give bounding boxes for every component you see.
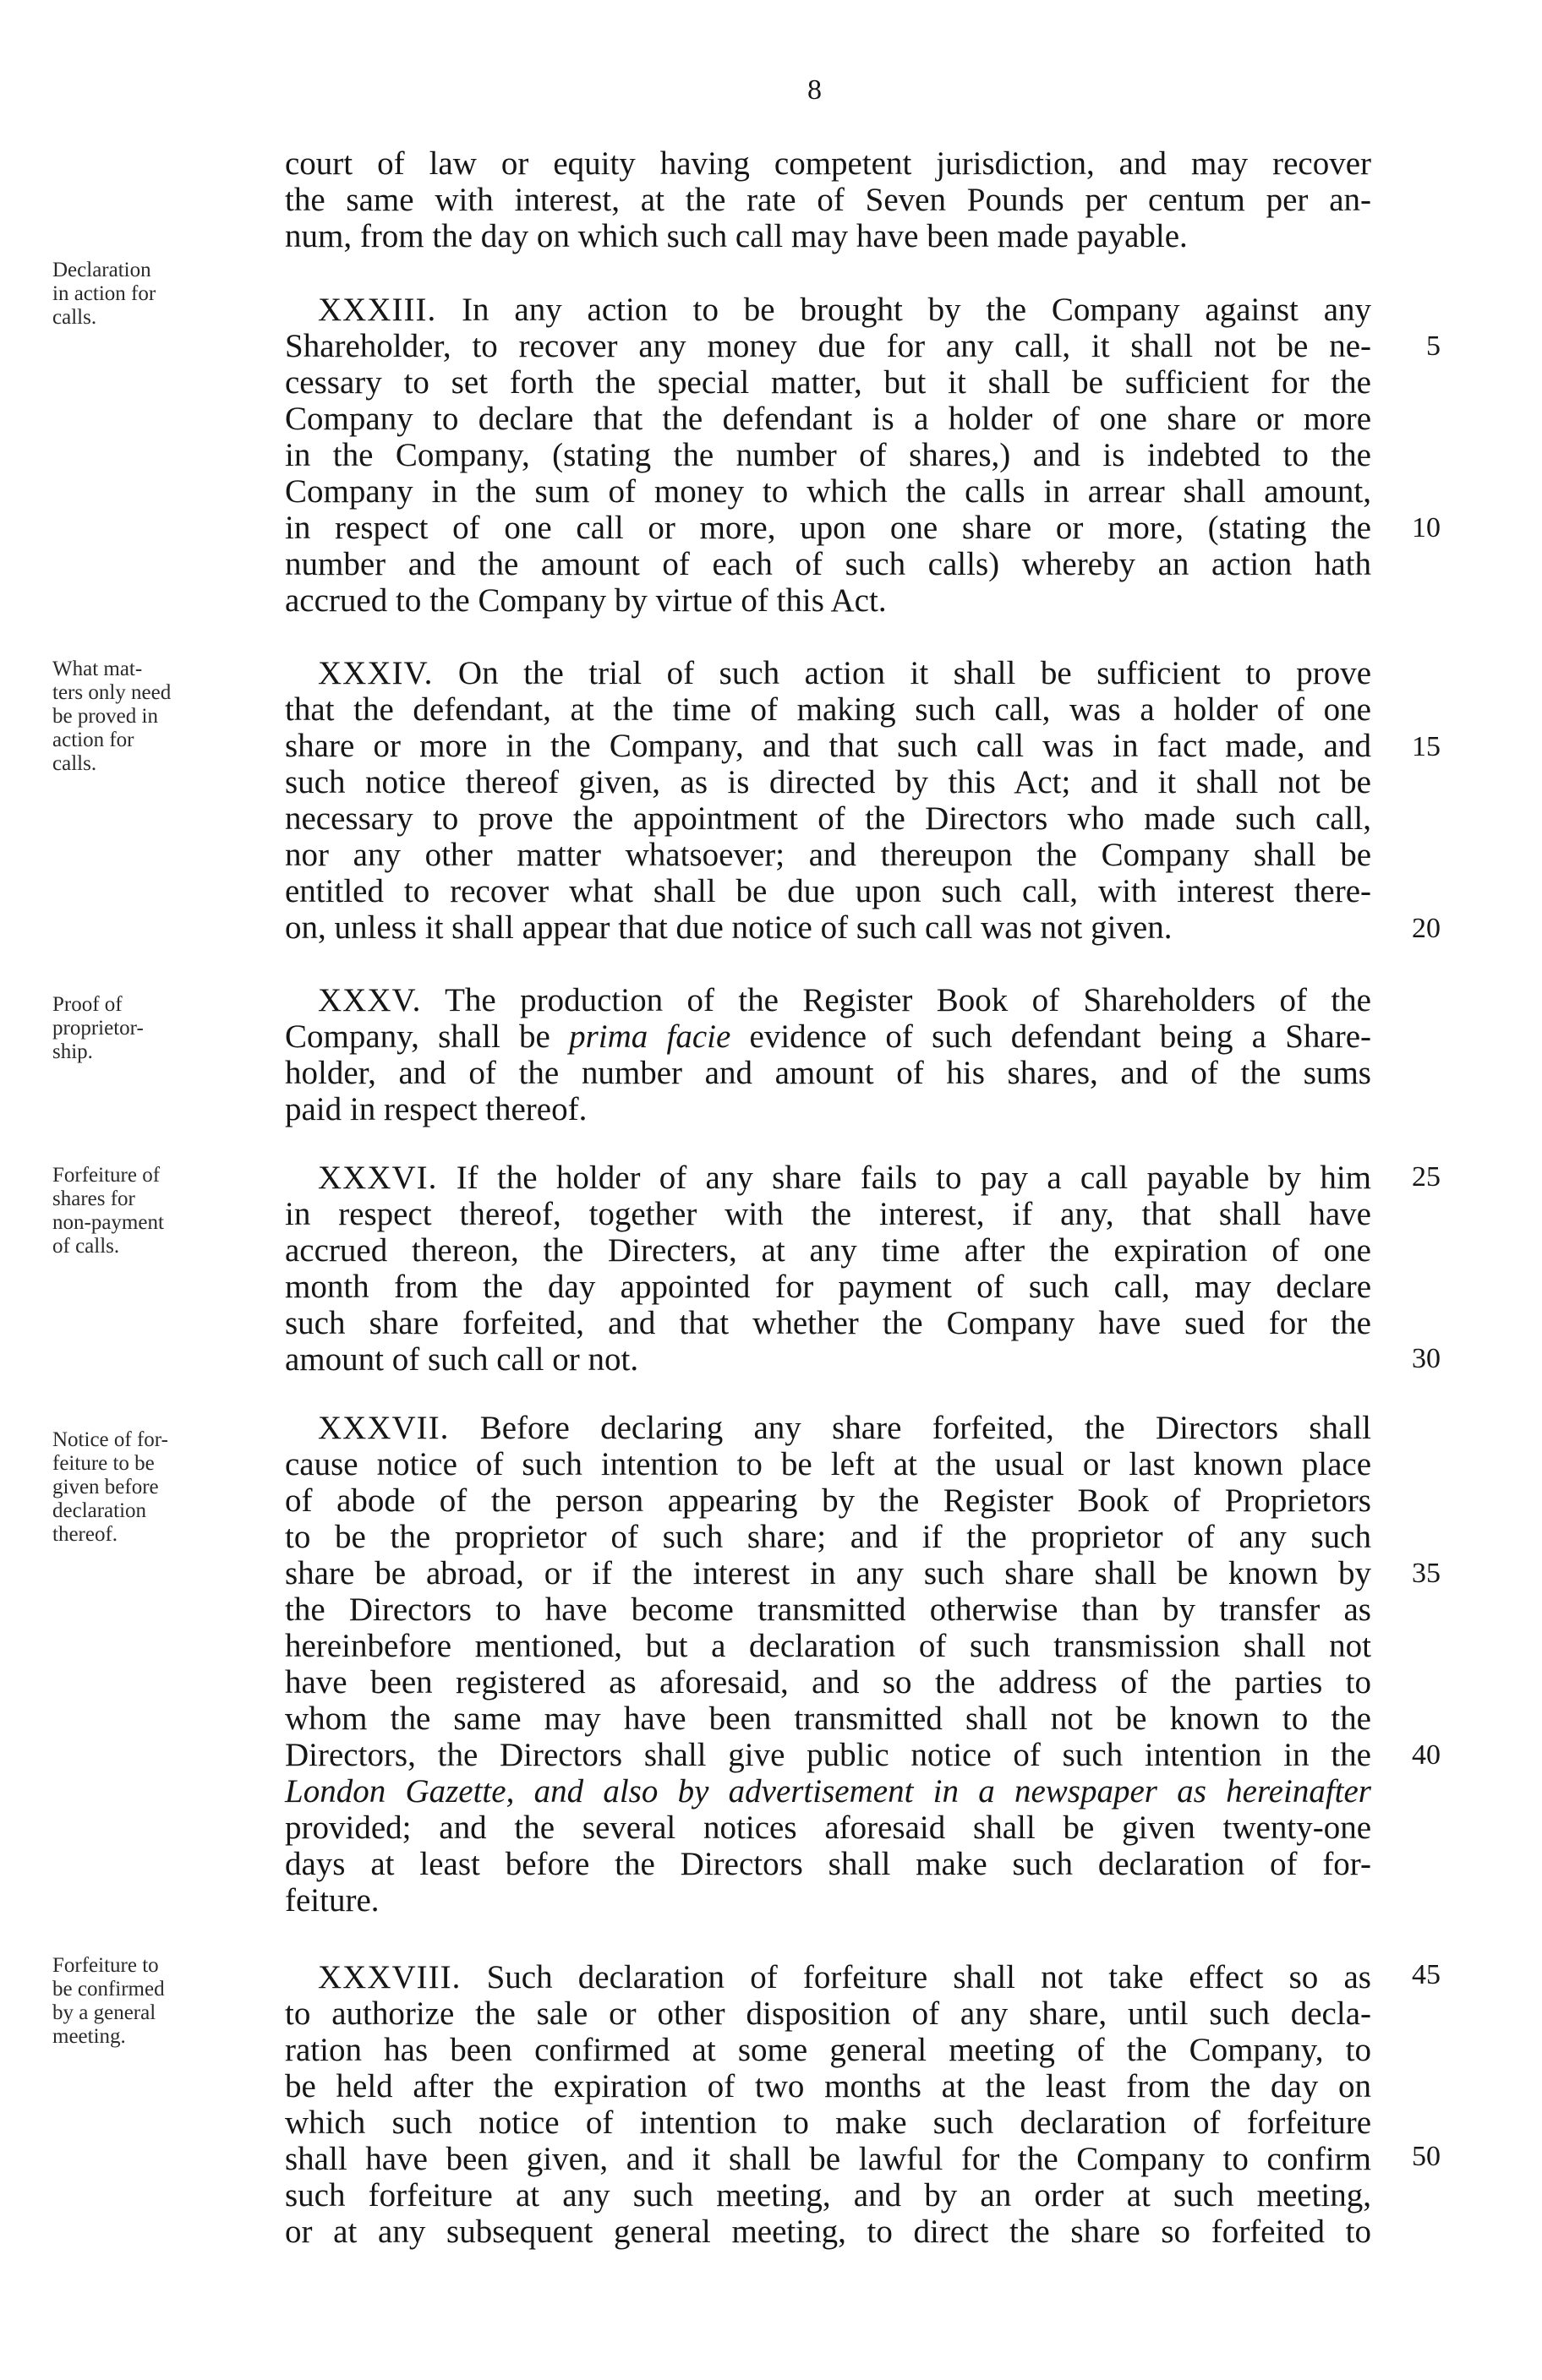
note-line: calls. [52, 306, 97, 329]
note-line: Proof of [52, 993, 123, 1016]
line-number: 40 [1412, 1739, 1441, 1771]
note-line: Forfeiture to [52, 1954, 159, 1977]
note-line: Notice of for- [52, 1428, 168, 1451]
text-line: or at any subsequent general meeting, to direct the share so forfeited to [285, 2214, 1371, 2250]
section-number: XXXVII. [318, 1410, 450, 1446]
note-line: meeting. [52, 2025, 126, 2048]
text-line: whom the same may have been transmitted shall not be known to the [285, 1700, 1371, 1737]
text-line: hereinbefore mentioned, but a declaration of such transmission shall not [285, 1628, 1371, 1664]
text-line: provided; and the several notices aforesaid shall be given twenty-one [285, 1810, 1371, 1846]
text-line: accrued thereon, the Directers, at any time after the expiration of one [285, 1232, 1371, 1269]
paragraph-section-xxxv [285, 982, 1371, 1127]
note-line: feiture to be [52, 1452, 155, 1475]
text-line: to authorize the sale or other disposition of any share, until such decla- [285, 1995, 1371, 2032]
text-line: accrued to the Company by virtue of this Act. [285, 582, 887, 619]
text-line: Directors, the Directors shall give public notice of such intention in the [285, 1737, 1371, 1773]
note-line: calls. [52, 752, 97, 775]
text-line: that the defendant, at the time of making such call, was a holder of one [285, 691, 1371, 728]
text-line: paid in respect thereof. [285, 1091, 588, 1127]
text-line: number and the amount of each of such calls) whereby an action hath [285, 546, 1371, 582]
text-line: the Directors to have become transmitted otherwise than by transfer as [285, 1591, 1371, 1628]
note-line: thereof. [52, 1523, 118, 1546]
paragraph-section-xxxviii [285, 1959, 1371, 2250]
line-number: 5 [1426, 330, 1441, 362]
line-number: 30 [1412, 1343, 1441, 1374]
paragraph-section-xxxiv [285, 655, 1371, 946]
text-line: Company in the sum of money to which the calls in arrear shall amount, [285, 473, 1371, 510]
text-line: have been registered as aforesaid, and so the address of the parties to [285, 1664, 1371, 1700]
section-number: XXXVI. [318, 1160, 438, 1196]
text-line: Shareholder, to recover any money due for any call, it shall not be ne- [285, 328, 1371, 364]
text-line: month from the day appointed for payment of such call, may declare [285, 1269, 1371, 1305]
text-line: feiture. [285, 1882, 380, 1919]
line-number: 15 [1412, 731, 1441, 762]
note-line: be confirmed [52, 1978, 165, 2001]
line-number: 45 [1412, 1959, 1441, 1990]
section-number: XXXVIII. [318, 1959, 462, 1995]
note-line: of calls. [52, 1235, 120, 1258]
note-line: What mat- [52, 658, 143, 680]
text-line: in respect of one call or more, upon one share or more, (stating the [285, 510, 1371, 546]
text-line: Company to declare that the defendant is a holder of one share or more [285, 401, 1371, 437]
text-line: amount of such call or not. [285, 1341, 639, 1378]
text-line: necessary to prove the appointment of the Directors who made such call, [285, 800, 1371, 837]
marginal-note-forfeiture [52, 1164, 272, 1258]
text-line: share or more in the Company, and that such call was in fact made, and [285, 728, 1371, 764]
text-line: nor any other matter whatsoever; and thereupon the Company shall be [285, 837, 1371, 873]
paragraph-section-xxxvi [285, 1160, 1371, 1378]
note-line: Declaration [52, 259, 151, 281]
text-line: Such declaration of forfeiture shall not take effect so as [486, 1959, 1371, 1995]
marginal-note-declaration [52, 259, 272, 330]
text-line: cessary to set forth the special matter, but it shall be sufficient for the [285, 364, 1371, 401]
note-line: ters only need [52, 681, 172, 704]
text-line: shall have been given, and it shall be lawful for the Company to confirm [285, 2141, 1371, 2177]
text-line: cause notice of such intention to be left at the usual or last known place [285, 1446, 1371, 1482]
text-line: share be abroad, or if the interest in any such share shall be known by [285, 1555, 1371, 1591]
note-line: proprietor- [52, 1017, 144, 1040]
text-line: entitled to recover what shall be due upon such call, with interest there- [285, 873, 1371, 909]
note-line: given before [52, 1476, 159, 1498]
line-number: 20 [1412, 913, 1441, 944]
text-line: ration has been confirmed at some general meeting of the Company, to [285, 2032, 1371, 2068]
text-line: In any action to be brought by the Company against any [462, 292, 1372, 328]
text-line: The production of the Register Book of Shareholders of the [445, 982, 1371, 1018]
marginal-note-what-matters [52, 658, 272, 776]
line-number: 10 [1412, 512, 1441, 543]
note-line: action for [52, 729, 134, 751]
italic-phrase: prima facie [569, 1018, 731, 1055]
section-number: XXXV. [318, 982, 422, 1018]
text-line: on, unless it shall appear that due notice of such call was not given. [285, 909, 1173, 946]
note-line: shares for [52, 1187, 135, 1210]
text-line: such notice thereof given, as is directed by this Act; and it shall not be [285, 764, 1371, 800]
text-line: of abode of the person appearing by the Register Book of Proprietors [285, 1482, 1371, 1519]
text-line: court of law or equity having competent jurisdiction, and may recover [285, 145, 1371, 182]
line-number: 25 [1412, 1161, 1441, 1193]
marginal-note-notice [52, 1428, 272, 1547]
text-line: such forfeiture at any such meeting, and by an order at such meeting, [285, 2177, 1371, 2214]
marginal-note-confirmed [52, 1954, 272, 2049]
text-line: If the holder of any share fails to pay a call payable by him [456, 1160, 1371, 1196]
section-number: XXXIV. [318, 655, 434, 691]
text-line: Before declaring any share forfeited, the Directors shall [479, 1410, 1371, 1446]
text-line: Company, shall be prima facie evidence of such defendant being a Share- [285, 1018, 1372, 1055]
text-line: in the Company, (stating the number of shares,) and is indebted to the [285, 437, 1371, 473]
text-line: holder, and of the number and amount of his shares, and of the sums [285, 1055, 1371, 1091]
text-line: London Gazette, and also by advertisement in a newspaper as hereinafter [285, 1773, 1371, 1810]
text-line: num, from the day on which such call may have been made payable. [285, 218, 1188, 254]
note-line: in action for [52, 282, 156, 305]
text-line: the same with interest, at the rate of Seven Pounds per centum per an- [285, 182, 1371, 218]
text-line: in respect thereof, together with the interest, if any, that shall have [285, 1196, 1371, 1232]
note-line: declaration [52, 1499, 147, 1522]
note-line: non-payment [52, 1211, 164, 1234]
line-number: 50 [1412, 2141, 1441, 2172]
note-line: be proved in [52, 705, 158, 728]
text-line: days at least before the Directors shall make such declaration of for- [285, 1846, 1371, 1882]
paragraph-continuation [285, 145, 1371, 254]
text-line: to be the proprietor of such share; and if the proprietor of any such [285, 1519, 1371, 1555]
note-line: ship. [52, 1040, 93, 1063]
text-line: such share forfeited, and that whether the Company have sued for the [285, 1305, 1371, 1341]
paragraph-section-xxxvii [285, 1410, 1371, 1919]
section-number: XXXIII. [318, 292, 437, 328]
text-line: On the trial of such action it shall be sufficient to prove [457, 655, 1372, 691]
text-line: be held after the expiration of two months at the least from the day on [285, 2068, 1371, 2104]
note-line: Forfeiture of [52, 1164, 161, 1187]
line-number: 35 [1412, 1558, 1441, 1589]
paragraph-section-xxxiii [285, 292, 1371, 619]
page-number: 8 [807, 74, 822, 106]
text-line: which such notice of intention to make such declaration of forfeiture [285, 2104, 1371, 2141]
note-line: by a general [52, 2001, 156, 2024]
marginal-note-proof [52, 993, 272, 1064]
